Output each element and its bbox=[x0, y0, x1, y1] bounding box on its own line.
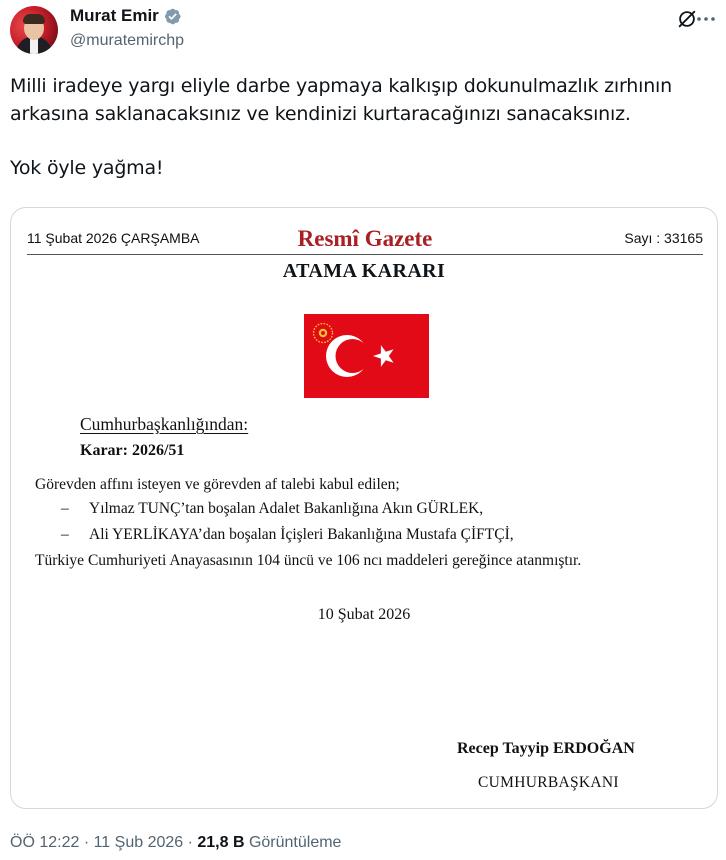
avatar-shirt bbox=[30, 38, 38, 54]
gazette-masthead bbox=[27, 226, 703, 256]
tweet-header bbox=[10, 4, 716, 56]
attached-image[interactable] bbox=[10, 207, 718, 809]
item-text: Yılmaz TUNÇ’tan boşalan Adalet Bakanlığına Akın GÜRLEK, bbox=[89, 500, 484, 517]
handle[interactable]: @muratemirchp bbox=[70, 32, 185, 49]
decree-closing: Türkiye Cumhuriyeti Anayasasının 104 üncü ve 106 ncı maddeleri gereğince atanmıştır. bbox=[35, 552, 582, 569]
avatar[interactable] bbox=[10, 6, 58, 54]
display-name[interactable]: Murat Emir bbox=[70, 6, 159, 25]
views-label[interactable]: Görüntüleme bbox=[244, 834, 342, 851]
decision-number: Karar: 2026/51 bbox=[80, 442, 185, 459]
gazette-issue: Sayı : 33165 bbox=[624, 230, 703, 246]
meta-separator: · bbox=[183, 834, 198, 851]
verified-badge-icon bbox=[163, 7, 182, 26]
gazette-date: 11 Şubat 2026 ÇARŞAMBA bbox=[27, 230, 200, 246]
masthead-divider bbox=[27, 254, 703, 255]
signer-name: Recep Tayyip ERDOĞAN bbox=[457, 740, 635, 757]
decree-date: 10 Şubat 2026 bbox=[317, 606, 411, 623]
gazette-title: Resmî Gazete bbox=[297, 226, 433, 251]
more-options-icon[interactable] bbox=[696, 12, 716, 26]
tweet-paragraph-2: Yok öyle yağma! bbox=[10, 157, 164, 179]
tweet-meta bbox=[10, 834, 341, 852]
name-row bbox=[70, 6, 182, 26]
item-dash: – bbox=[61, 500, 69, 517]
tweet-text bbox=[10, 72, 710, 182]
views-count[interactable]: 21,8 B bbox=[197, 834, 245, 851]
gazette-heading: ATAMA KARARI bbox=[282, 260, 446, 282]
post-date[interactable]: 11 Şub 2026 bbox=[93, 834, 184, 851]
meta-separator: · bbox=[79, 834, 94, 851]
tweet-paragraph-1: Milli iradeye yargı eliyle darbe yapmaya kalkışıp dokunulmazlık zırhının arkasına saklanacaksınız ve kendinizi kurtaracağınızı sanacaksınız. bbox=[10, 75, 672, 125]
item-text: Ali YERLİKAYA’dan boşalan İçişleri Bakanlığına Mustafa ÇİFTÇİ, bbox=[89, 526, 514, 543]
appointment-item bbox=[61, 526, 514, 544]
avatar-hair bbox=[23, 14, 45, 24]
presidential-emblem-icon bbox=[312, 322, 334, 344]
turkish-flag bbox=[304, 314, 429, 398]
post-time[interactable]: ÖÖ 12:22 bbox=[10, 834, 80, 851]
signer-title: CUMHURBAŞKANI bbox=[478, 774, 619, 791]
decree-intro: Görevden affını isteyen ve görevden af talebi kabul edilen; bbox=[35, 476, 400, 493]
appointment-item bbox=[61, 500, 483, 518]
issuing-authority: Cumhurbaşkanlığından: bbox=[80, 414, 249, 434]
item-dash: – bbox=[61, 526, 69, 543]
grok-icon[interactable] bbox=[676, 8, 698, 30]
